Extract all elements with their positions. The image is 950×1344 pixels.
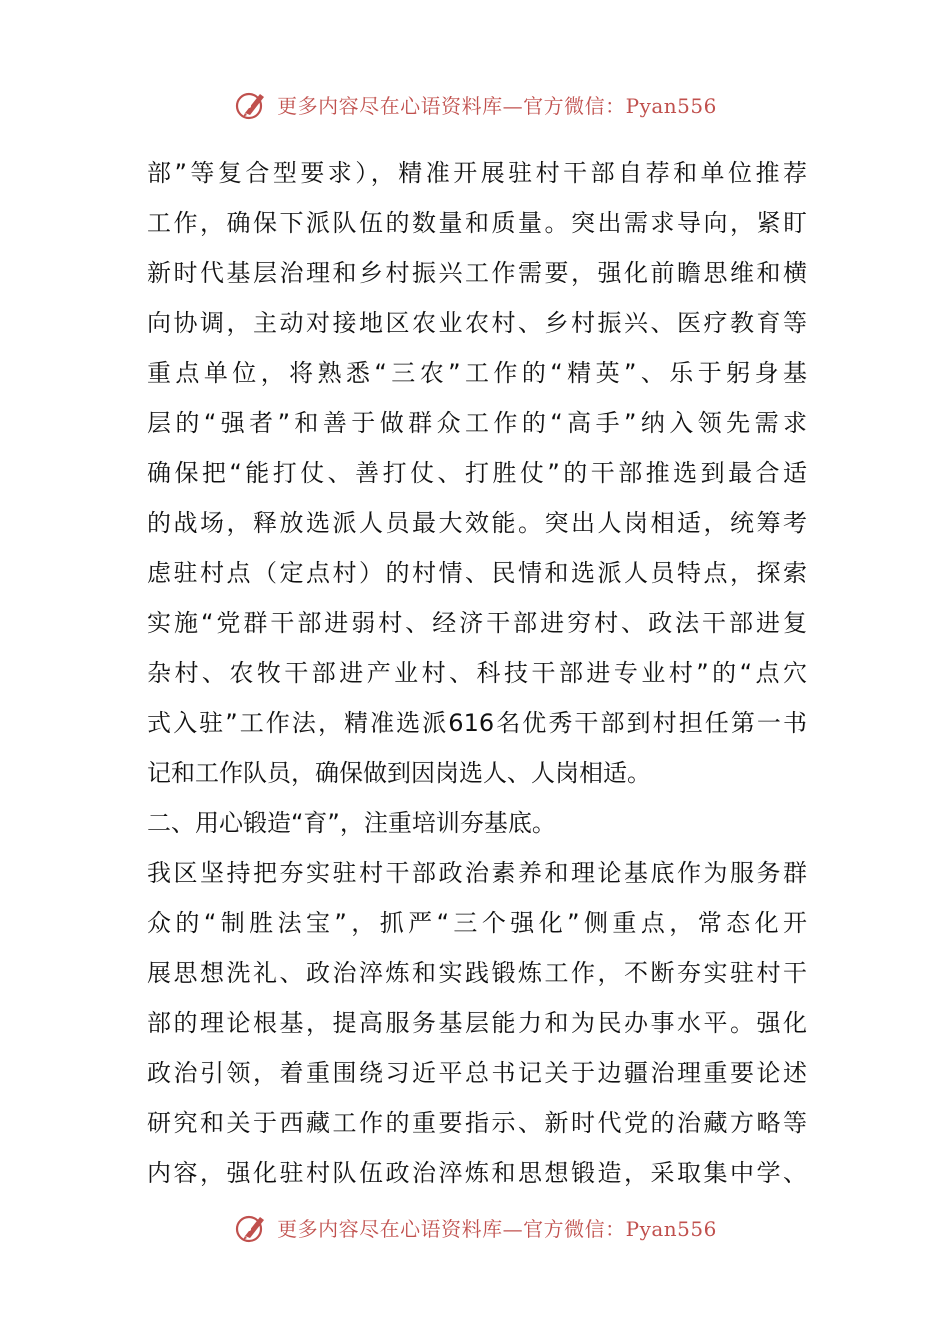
body-line: 确保把“能打仗、善打仗、打胜仗”的干部推选到最合适 (147, 459, 807, 487)
body-line: 内容，强化驻村队伍政治淬炼和思想锻造，采取集中学、 (147, 1159, 807, 1187)
body-line: 重点单位，将熟悉“三农”工作的“精英”、乐于躬身基 (147, 359, 807, 387)
body-line: 工作，确保下派队伍的数量和质量。突出需求导向，紧盯 (147, 209, 807, 237)
body-line: 众的“制胜法宝”，抓严“三个强化”侧重点，常态化开 (147, 909, 807, 937)
pen-nib-logo-icon (233, 86, 269, 122)
body-line: 向协调，主动对接地区农业农村、乡村振兴、医疗教育等 (147, 309, 807, 337)
body-line: 的战场，释放选派人员最大效能。突出人岗相适，统筹考 (147, 509, 807, 537)
header-watermark-banner (0, 84, 950, 124)
body-line: 式入驻”工作法，精准选派616名优秀干部到村担任第一书 (147, 709, 807, 737)
body-line: 展思想洗礼、政治淬炼和实践锻炼工作，不断夯实驻村干 (147, 959, 807, 987)
body-line: 研究和关于西藏工作的重要指示、新时代党的治藏方略等 (147, 1109, 807, 1137)
body-line: 政治引领，着重围绕习近平总书记关于边疆治理重要论述 (147, 1059, 807, 1087)
document-body (147, 148, 807, 1198)
header-watermark-text: 更多内容尽在心语资料库—官方微信：Pyan556 (277, 93, 717, 118)
body-line: 新时代基层治理和乡村振兴工作需要，强化前瞻思维和横 (147, 259, 807, 287)
body-line: 杂村、农牧干部进产业村、科技干部进专业村”的“点穴 (147, 659, 807, 687)
body-line: 部”等复合型要求），精准开展驻村干部自荐和单位推荐 (147, 159, 807, 187)
body-line: 虑驻村点（定点村）的村情、民情和选派人员特点，探索 (147, 559, 807, 587)
body-line: 记和工作队员，确保做到因岗选人、人岗相适。 (147, 759, 651, 787)
body-line: 实施“党群干部进弱村、经济干部进穷村、政法干部进复 (147, 609, 807, 637)
footer-watermark-text: 更多内容尽在心语资料库—官方微信：Pyan556 (277, 1216, 717, 1241)
body-line: 部的理论根基，提高服务基层能力和为民办事水平。强化 (147, 1009, 807, 1037)
footer-watermark-banner (0, 1207, 950, 1247)
pen-nib-logo-icon (233, 1209, 269, 1245)
body-line: 层的“强者”和善于做群众工作的“高手”纳入领先需求 (147, 409, 807, 437)
section-heading: 二、用心锻造“育”，注重培训夯基底。 (147, 809, 556, 837)
body-line: 我区坚持把夯实驻村干部政治素养和理论基底作为服务群 (147, 859, 807, 887)
